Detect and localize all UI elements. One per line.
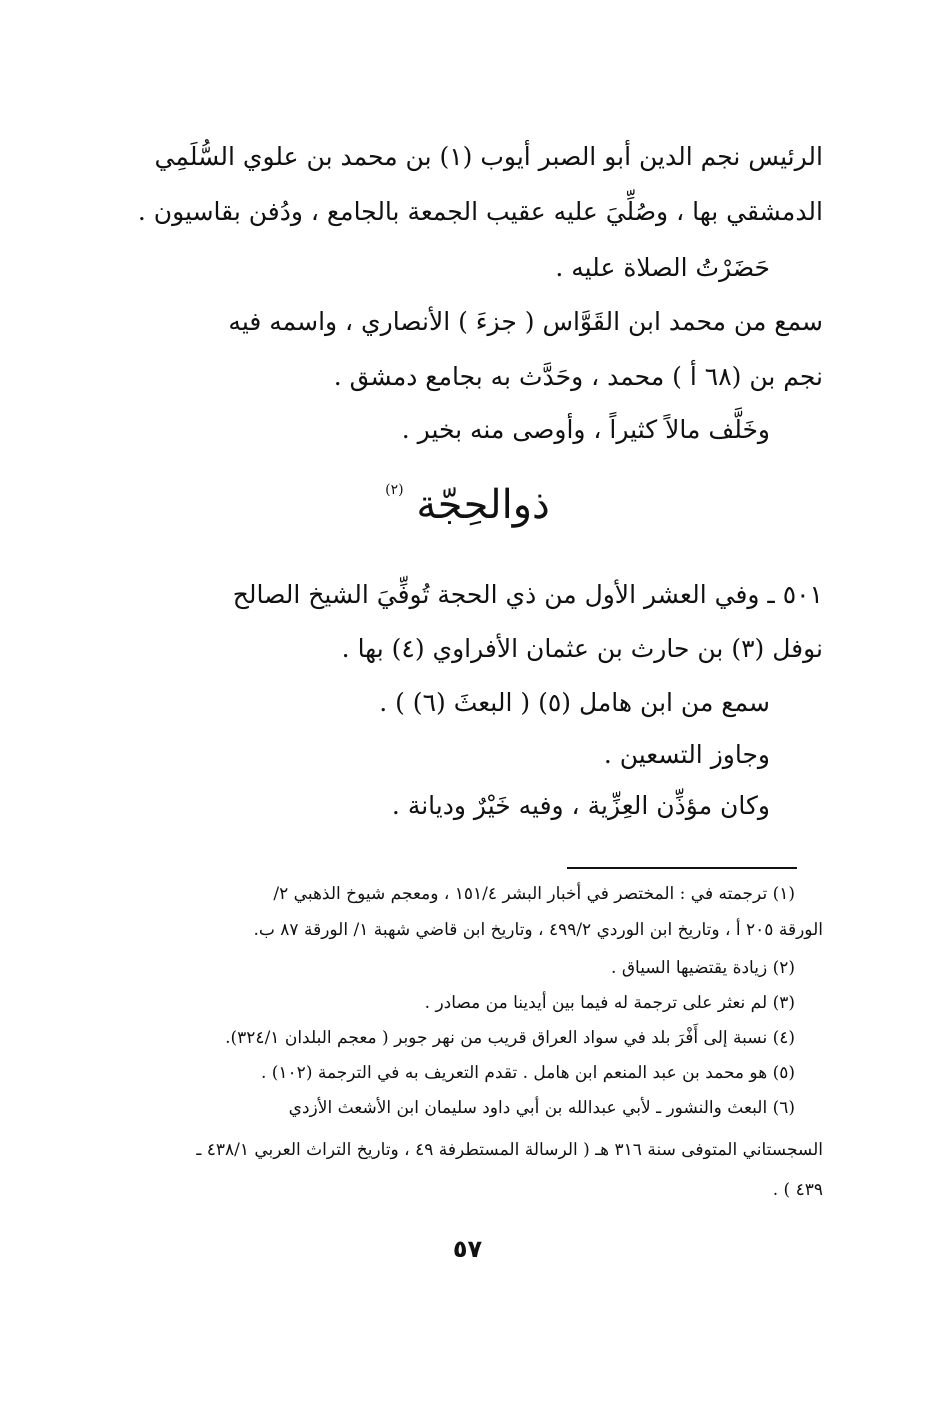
body-line-5: نجم بن (٦٨ أ ) محمد ، وحَدَّث به بجامع دمشق . [333, 362, 823, 391]
footnote-line-7: (٦) البعث والنشور ـ لأبي عبدالله بن أبي داود سليمان ابن الأشعث الأزدي [288, 1098, 795, 1118]
body-line-4: سمع من محمد ابن القَوَّاس ( جزءَ ) الأنصاري ، واسمه فيه [228, 307, 823, 336]
section-title-note-mark: (٢) [385, 482, 404, 498]
footnote-line-2: الورقة ٢٠٥ أ ، وتاريخ ابن الوردي ٤٩٩/٢ ، وتاريخ ابن قاضي شهبة ١/ الورقة ٨٧ ب. [253, 920, 823, 940]
body-line-2: الدمشقي بها ، وصُلِّيَ عليه عقيب الجمعة بالجامع ، ودُفن بقاسيون . [137, 197, 823, 226]
footnote-line-1: (١) ترجمته في : المختصر في أخبار البشر ١٥١/٤ ، ومعجم شيوخ الذهبي ٢/ [273, 884, 795, 904]
footnote-line-5: (٤) نسبة إلى أَفْرَ بلد في سواد العراق قريب من نهر جوبر ( معجم البلدان ٣٢٤/١). [225, 1028, 795, 1048]
body-line-9: سمع من ابن هامل (٥) ( البعثَ (٦) ) . [379, 688, 770, 717]
footnote-line-9: ٤٣٩ ) . [772, 1180, 823, 1200]
body-line-6: وخَلَّف مالاً كثيراً ، وأوصى منه بخير . [401, 415, 770, 444]
body-line-8: نوفل (٣) بن حارث بن عثمان الأفراوي (٤) بها . [341, 634, 823, 663]
body-line-11: وكان مؤذِّن العِزِّية ، وفيه خَيْرٌ وديانة . [391, 791, 770, 820]
body-line-3: حَضَرْتُ الصلاة عليه . [555, 253, 770, 282]
footnote-separator [567, 867, 797, 869]
footnote-line-4: (٣) لم نعثر على ترجمة له فيما بين أيدينا من مصادر . [424, 993, 795, 1013]
footnote-line-8: السجستاني المتوفى سنة ٣١٦ هـ ( الرسالة المستطرفة ٤٩ ، وتاريخ التراث العربي ٤٣٨/١ ـ [196, 1140, 823, 1160]
section-title-text: ذوالحِجّة [416, 482, 550, 528]
body-line-10: وجاوز التسعين . [603, 740, 770, 769]
section-title [0, 482, 935, 528]
page-number: ٥٧ [452, 1235, 483, 1263]
footnote-line-3: (٢) زيادة يقتضيها السياق . [611, 958, 795, 978]
footnote-line-6: (٥) هو محمد بن عبد المنعم ابن هامل . تقدم التعريف به في الترجمة (١٠٢) . [260, 1063, 795, 1083]
body-line-1: الرئيس نجم الدين أبو الصبر أيوب (١) بن محمد بن علوي السُّلَمِي [154, 142, 823, 171]
body-line-7: ٥٠١ ـ وفي العشر الأول من ذي الحجة تُوفِّيَ الشيخ الصالح [232, 580, 823, 609]
